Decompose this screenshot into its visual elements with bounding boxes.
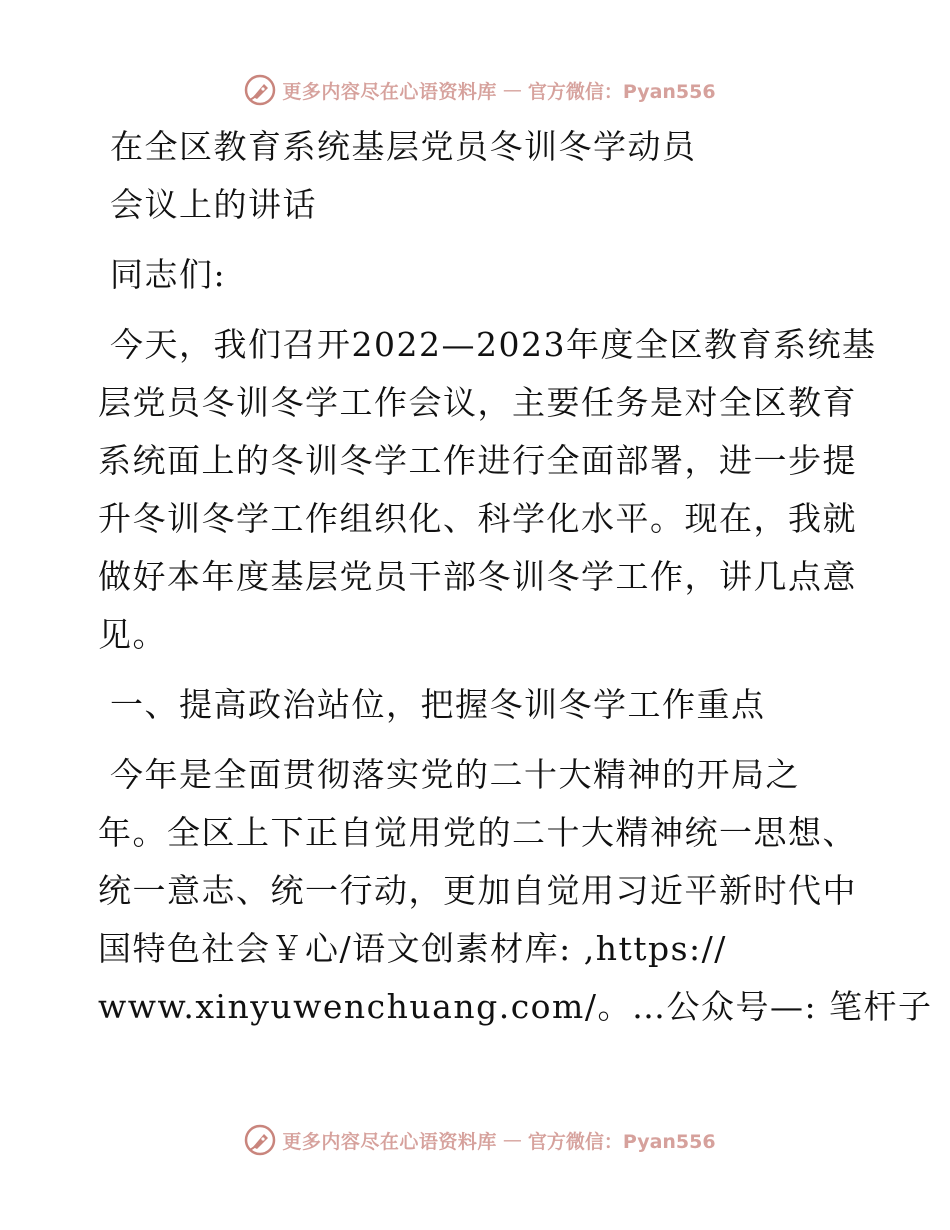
footer-watermark-banner: [0, 1120, 950, 1160]
banner-dash: —: [502, 1129, 522, 1151]
header-banner-inner: [244, 74, 715, 106]
paragraph-line: 系统面上的冬训冬学工作进行全面部署，进一步提: [98, 441, 857, 480]
document-body: [98, 118, 933, 1036]
paragraph-1: [98, 316, 877, 664]
paragraph-line: www.xinyuwenchuang.com/。…公众号—: 笔杆子: [98, 987, 933, 1026]
paragraph-line: 今年是全面贯彻落实党的二十大精神的开局之: [110, 755, 800, 794]
footer-banner-inner: [244, 1124, 715, 1156]
wechat-text: 官方微信：Pyan556: [527, 1130, 716, 1153]
banner-dash: —: [502, 79, 522, 101]
section-heading-1: 一、提高政治站位，把握冬训冬学工作重点: [110, 685, 766, 724]
paragraph-line: 国特色社会￥心/语文创素材库: ,https://: [98, 929, 727, 968]
paragraph-line: 今天，我们召开2022—2023年度全区教育系统基: [110, 325, 877, 364]
paragraph-line: 见。: [98, 615, 167, 654]
document-title-line-1: 在全区教育系统基层党员冬训冬学动员: [110, 127, 697, 166]
paragraph-line: 做好本年度基层党员干部冬训冬学工作，讲几点意: [98, 557, 857, 596]
header-watermark-banner: [0, 70, 950, 110]
site-name-text: 更多内容尽在心语资料库: [282, 80, 497, 103]
paragraph-line: 统一意志、统一行动，更加自觉用习近平新时代中: [98, 871, 857, 910]
document-title-line-2: 会议上的讲话: [110, 185, 317, 224]
site-name-text: 更多内容尽在心语资料库: [282, 1130, 497, 1153]
salutation: 同志们:: [110, 255, 227, 294]
pen-nib-logo-icon: [244, 1124, 276, 1156]
paragraph-line: 层党员冬训冬学工作会议，主要任务是对全区教育: [98, 383, 857, 422]
pen-nib-logo-icon: [244, 74, 276, 106]
paragraph-2: [98, 746, 933, 1036]
paragraph-line: 升冬训冬学工作组织化、科学化水平。现在，我就: [98, 499, 857, 538]
paragraph-line: 年。全区上下正自觉用党的二十大精神统一思想、: [98, 813, 857, 852]
wechat-text: 官方微信：Pyan556: [527, 80, 716, 103]
